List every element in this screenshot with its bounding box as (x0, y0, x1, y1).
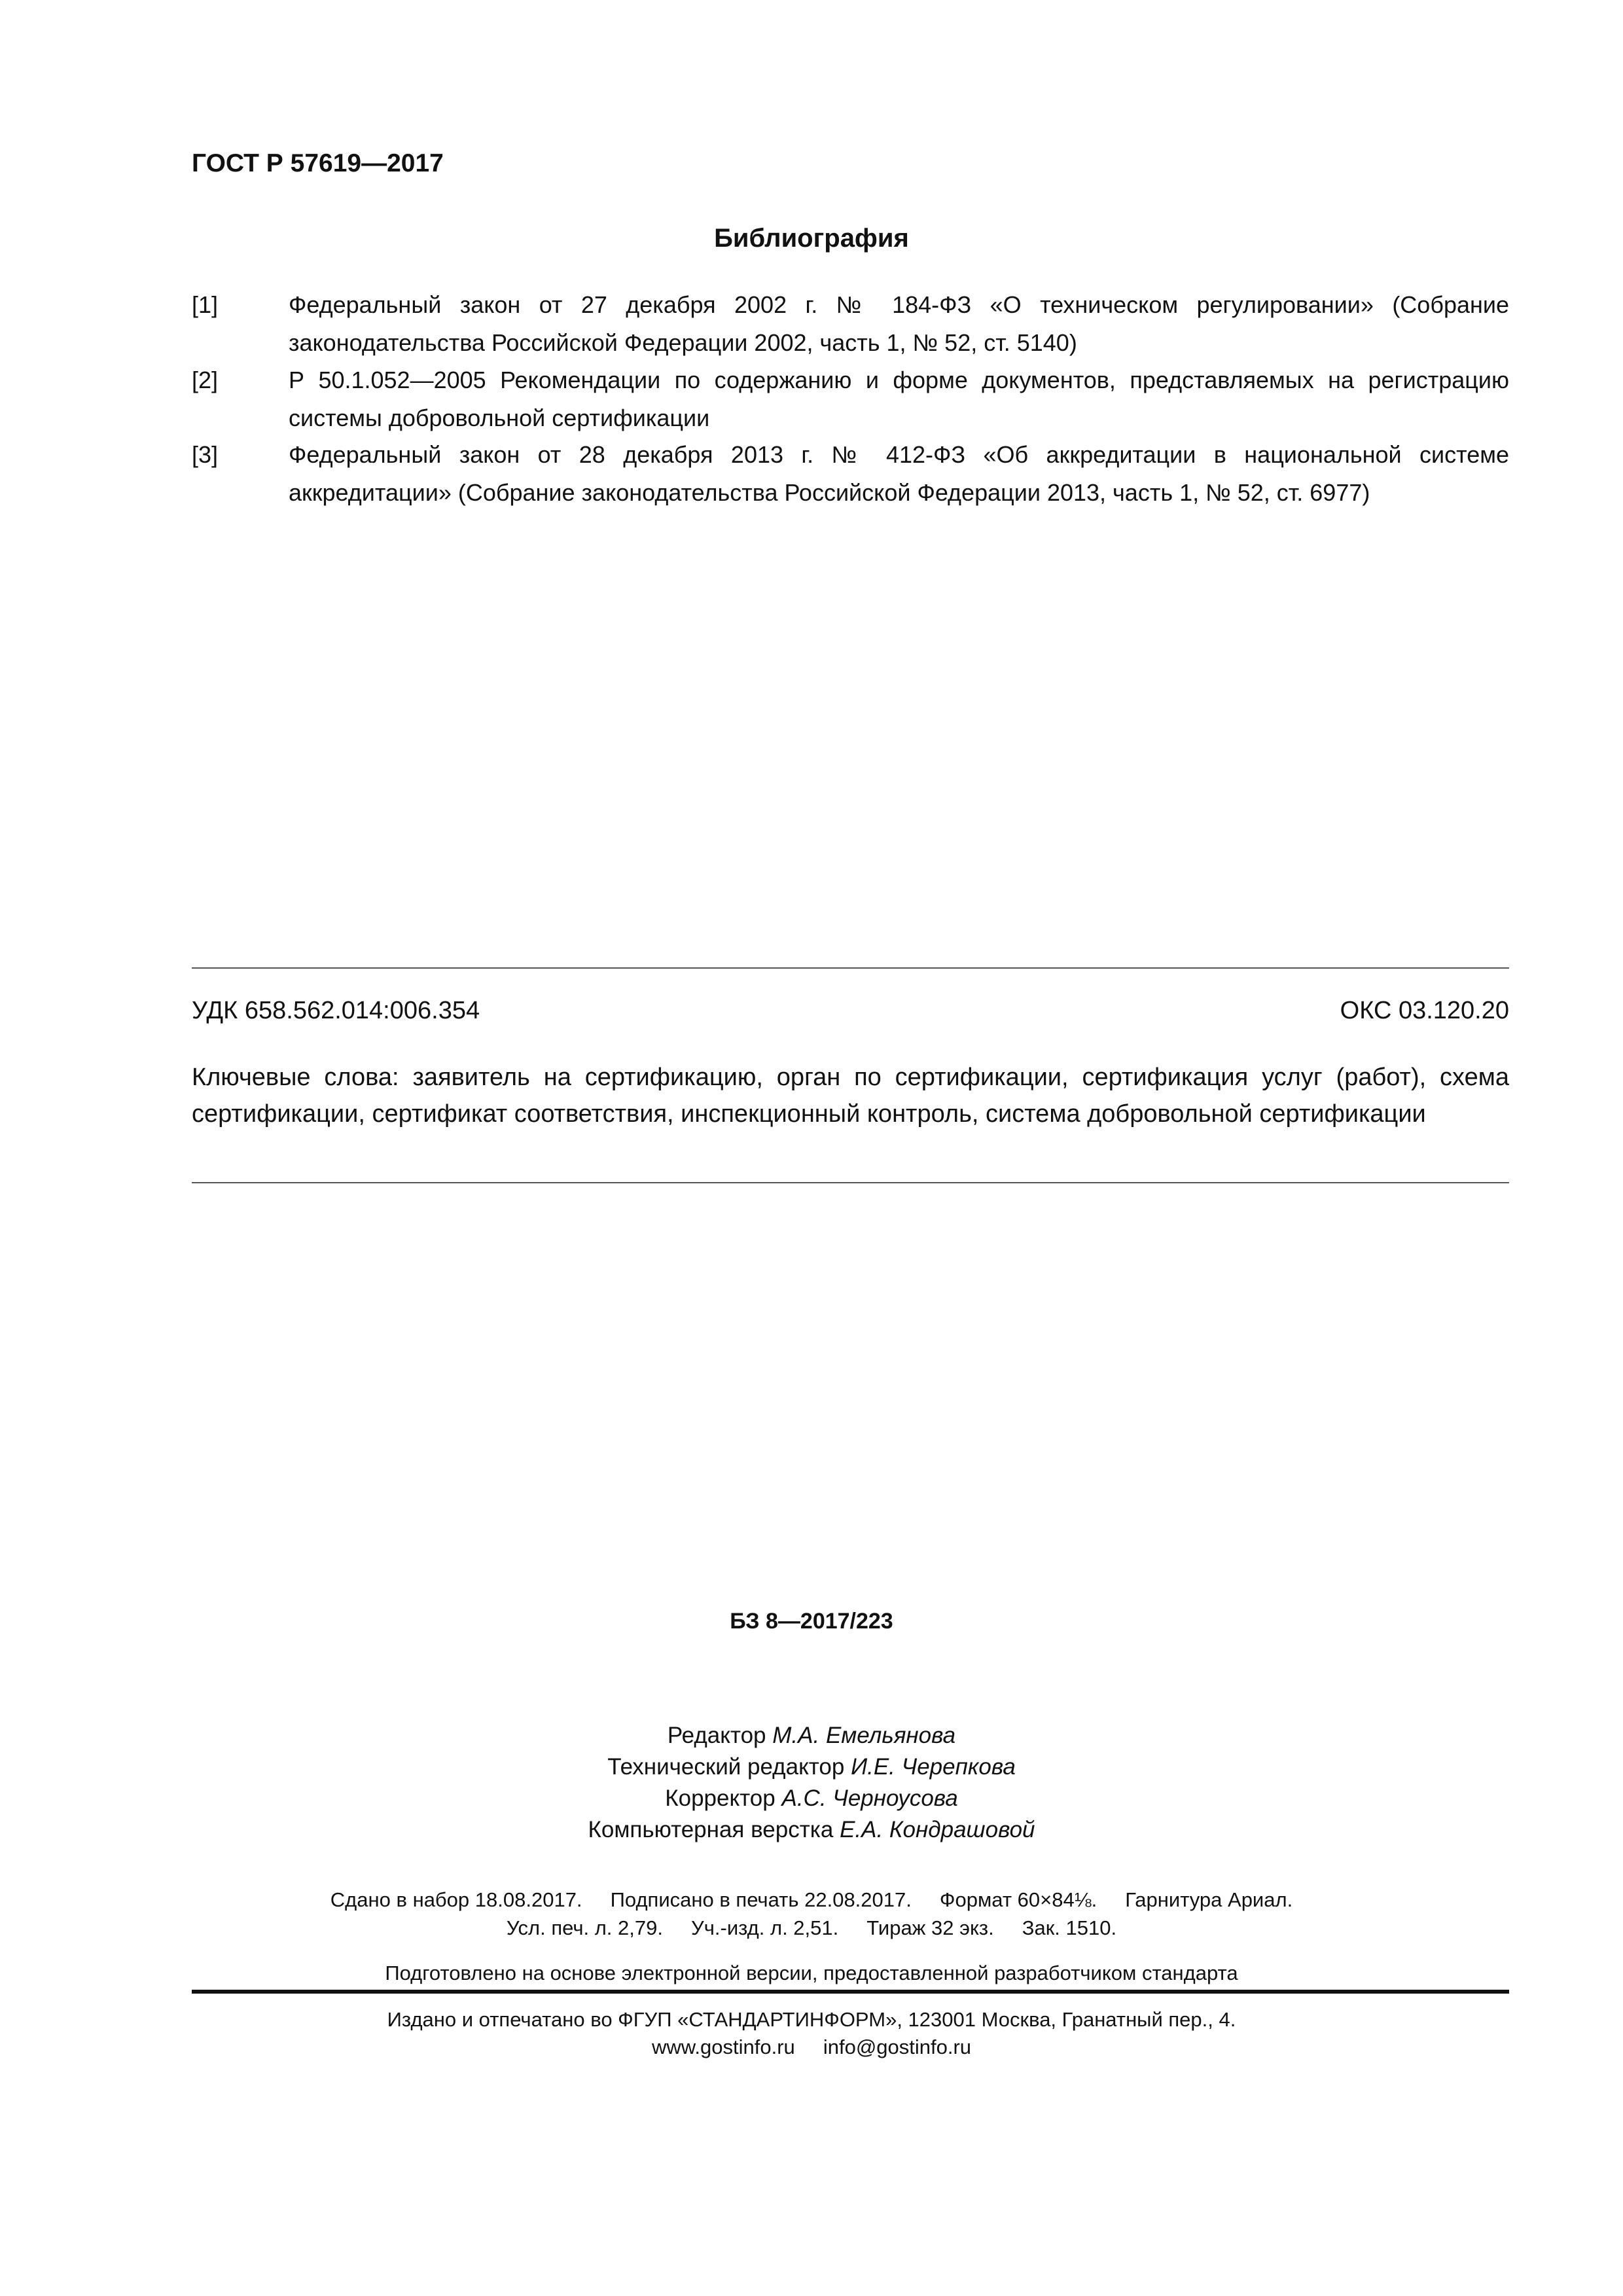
entry-number: [1] (192, 291, 219, 318)
staff-line (0, 1754, 1623, 1780)
bibliography-entry (192, 286, 1509, 362)
bibliography-entry (192, 436, 1509, 512)
staff-name: А.С. Черноусова (781, 1785, 958, 1811)
divider (192, 1182, 1509, 1183)
print-details-line: Сдано в набор 18.08.2017. Подписано в печать 22.08.2017. Формат 60×84⅛. Гарнитура Ариал. (330, 1888, 1293, 1911)
divider (192, 967, 1509, 969)
publisher-line: Издано и отпечатано во ФГУП «СТАНДАРТИНФОРМ», 123001 Москва, Гранатный пер., 4. (387, 2008, 1236, 2031)
entry-number: [3] (192, 441, 219, 468)
bz-number: БЗ 8—2017/223 (730, 1609, 893, 1634)
contacts-line (0, 2036, 1623, 2059)
email-link[interactable]: info@gostinfo.ru (823, 2036, 972, 2058)
bibliography-title: Библиография (714, 224, 909, 253)
staff-role: Корректор (665, 1785, 776, 1811)
staff-line (0, 1785, 1623, 1812)
staff-name: М.А. Емельянова (772, 1723, 956, 1748)
staff-name: И.Е. Черепкова (851, 1754, 1016, 1780)
keywords: Ключевые слова: заявитель на сертификацию, орган по сертификации, сертификация услуг (работ), схема сертификации, сертификат соответствия, инспекционный контроль, система добровольной сертификации (192, 1064, 1509, 1128)
entry-text: Федеральный закон от 28 декабря 2013 г. № 412-ФЗ «Об аккредитации в национальной системе аккредитации» (Собрание законодательства Российской Федерации 2013, часть 1, № 52, ст. 6977) (289, 441, 1509, 506)
entry-text: Р 50.1.052—2005 Рекомендации по содержанию и форме документов, представляемых на регистрацию системы добровольной сертификации (289, 367, 1509, 431)
staff-role: Компьютерная верстка (588, 1817, 834, 1842)
udk-code: УДК 658.562.014:006.354 (192, 997, 480, 1024)
staff-line (0, 1817, 1623, 1843)
thick-divider (192, 1990, 1509, 1994)
print-details-line: Усл. печ. л. 2,79. Уч.-изд. л. 2,51. Тираж 32 экз. Зак. 1510. (506, 1916, 1117, 1939)
staff-name: Е.А. Кондрашовой (840, 1817, 1035, 1842)
entry-number: [2] (192, 367, 219, 393)
oks-code: ОКС 03.120.20 (1340, 997, 1509, 1024)
standard-code: ГОСТ Р 57619—2017 (192, 149, 444, 177)
bibliography-entry (192, 361, 1509, 437)
entry-text: Федеральный закон от 27 декабря 2002 г. № 184-ФЗ «О техническом регулировании» (Собрание законодательства Российской Федерации 2002, часть 1, № 52, ст. 5140) (289, 291, 1509, 356)
prepared-note: Подготовлено на основе электронной версии, предоставленной разработчиком стандарта (385, 1962, 1238, 1984)
website-link[interactable]: www.gostinfo.ru (651, 2036, 795, 2058)
staff-role: Редактор (667, 1723, 766, 1748)
staff-line (0, 1723, 1623, 1749)
staff-role: Технический редактор (607, 1754, 845, 1780)
